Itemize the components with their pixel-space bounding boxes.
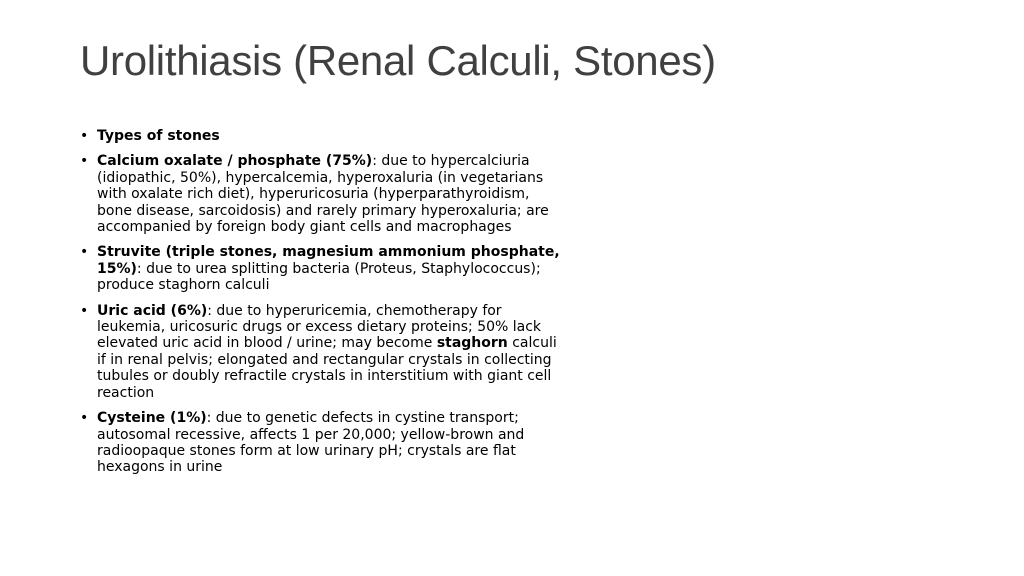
bullet-text-continued: calculi if in renal pelvis; elongated and rectangular crystals in collecting tubules or doubly refractile crystals in interstitium with giant cell reaction <box>97 335 557 401</box>
bullet-dot-icon: • <box>80 302 89 319</box>
bullet-item-uric-acid <box>80 303 560 401</box>
bullet-item-calcium <box>80 153 560 235</box>
bullet-heading: Cysteine (1%) <box>97 410 207 427</box>
bullet-heading: Types of stones <box>97 128 220 144</box>
bullet-heading: Uric acid (6%) <box>97 302 208 319</box>
bullet-text: : due to hyperuricemia, chemotherapy for leukemia, uricosuric drugs or excess dietary proteins; 50% lack elevated uric acid in blood / urine; may become <box>97 302 542 352</box>
slide-title: Urolithiasis (Renal Calculi, Stones) <box>80 37 716 84</box>
bullet-text: : due to hypercalciuria (idiopathic, 50%), hypercalcemia, hyperoxaluria (in vegetarians with oxalate rich diet), hyperuricosuria (hyperparathyroidism, bone disease, sarcoidosis) and rarely primary hyperoxaluria; are accompanied by foreign body giant cells and macrophages <box>97 153 549 236</box>
bullet-text: : due to genetic defects in cystine transport; autosomal recessive, affects 1 per 20,000; yellow-brown and radioopaque stones form at low urinary pH; crystals are flat hexagons in urine <box>97 410 525 476</box>
bullet-item-types <box>80 128 560 144</box>
bullet-text: : due to urea splitting bacteria (Proteus, Staphylococcus); produce staghorn calculi <box>97 260 541 294</box>
bullet-heading: Calcium oxalate / phosphate (75%) <box>97 153 373 170</box>
bullet-dot-icon: • <box>80 128 89 144</box>
bullet-list <box>80 128 560 485</box>
bullet-emphasis: staghorn <box>436 335 508 352</box>
bullet-item-struvite <box>80 244 560 293</box>
bullet-dot-icon: • <box>80 410 89 427</box>
bullet-heading: Struvite (triple stones, magnesium ammonium phosphate, 15%) <box>97 244 560 277</box>
bullet-item-cysteine <box>80 410 560 476</box>
bullet-dot-icon: • <box>80 244 89 261</box>
bullet-dot-icon: • <box>80 153 89 170</box>
